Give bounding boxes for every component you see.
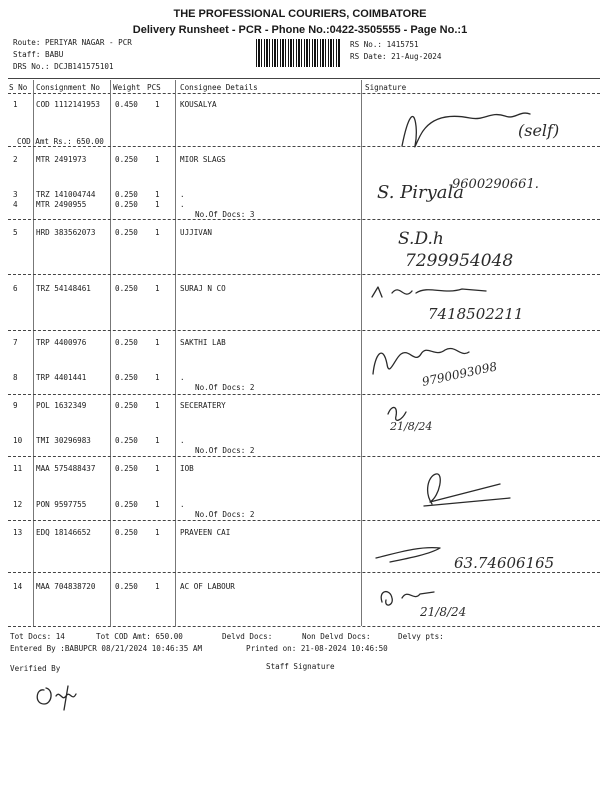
signature-scribble (370, 534, 590, 574)
signature-scribble (365, 334, 565, 394)
row-sno: 7 (13, 338, 18, 347)
signature-phone-text: 7299954048 (405, 251, 514, 271)
row-consignee: SAKTHI LAB (180, 338, 226, 347)
row-consignment: MTR 2490955 (36, 200, 87, 209)
row-consignment: TRP 4400976 (36, 338, 87, 347)
row-consignee: UJJIVAN (180, 228, 213, 237)
col-divider (361, 80, 362, 626)
row-pcs: 1 (155, 436, 160, 445)
row-weight: 0.250 (115, 200, 138, 209)
row-consignment: TRZ 141004744 (36, 190, 96, 199)
signature-self-text: (self) (518, 121, 560, 140)
row-pcs: 1 (155, 500, 160, 509)
doc-count: No.Of Docs: 2 (195, 383, 255, 392)
signature-name-text: S.D.h (398, 229, 444, 249)
row-pcs: 1 (155, 528, 160, 537)
verifier-signature-scribble (30, 676, 90, 712)
row-weight: 0.250 (115, 190, 138, 199)
col-header-consignment: Consignment No (36, 83, 101, 92)
row-sno: 5 (13, 228, 18, 237)
row-consignee: MIOR SLAGS (180, 155, 226, 164)
row-divider (8, 330, 600, 331)
row-divider (8, 394, 600, 395)
rs-date: RS Date: 21-Aug-2024 (350, 52, 442, 61)
row-weight: 0.250 (115, 464, 138, 473)
signature-scribble (382, 398, 462, 444)
row-weight: 0.250 (115, 528, 138, 537)
signature-scribble (390, 224, 590, 274)
row-weight: 0.250 (115, 228, 138, 237)
row-sno: 4 (13, 200, 18, 209)
table-bottom-rule (8, 626, 600, 627)
col-divider (175, 80, 176, 626)
row-consignment: MAA 704838720 (36, 582, 96, 591)
row-pcs: 1 (155, 228, 160, 237)
header-divider (8, 93, 600, 94)
signature-phone-text: 7418502211 (428, 305, 524, 323)
row-consignment: MAA 575488437 (36, 464, 96, 473)
rs-number: RS No.: 1415751 (350, 40, 419, 49)
row-sno: 9 (13, 401, 18, 410)
row-consignment: HRD 383562073 (36, 228, 96, 237)
row-weight: 0.250 (115, 284, 138, 293)
row-pcs: 1 (155, 155, 160, 164)
entered-by: Entered By :BABUPCR 08/21/2024 10:46:35 AM (10, 644, 203, 653)
row-consignee: SURAJ N CO (180, 284, 226, 293)
non-delivered-docs: Non Delvd Docs: (302, 632, 371, 641)
runsheet-title: Delivery Runsheet - PCR - Phone No.:0422-3505555 - Page No.:1 (132, 24, 468, 36)
signature-scribble (372, 154, 592, 216)
verified-by-label: Verified By (10, 664, 61, 673)
row-sno: 12 (13, 500, 23, 509)
signature-phone-text: 9600290661. (452, 177, 539, 192)
row-weight: 0.250 (115, 436, 138, 445)
row-weight: 0.250 (115, 401, 138, 410)
total-docs: Tot Docs: 14 (10, 632, 65, 641)
barcode-image (256, 39, 340, 67)
row-consignee: . (180, 373, 185, 382)
row-consignee: IOB (180, 464, 194, 473)
row-consignee: . (180, 200, 185, 209)
printed-on: Printed on: 21-08-2024 10:46:50 (246, 644, 388, 653)
row-consignee: SECERATERY (180, 401, 226, 410)
row-consignment: TRP 4401441 (36, 373, 87, 382)
row-sno: 1 (13, 100, 18, 109)
row-consignment: TMI 30296983 (36, 436, 91, 445)
col-header-consignee: Consignee Details (180, 83, 258, 92)
row-consignment: POL 1632349 (36, 401, 87, 410)
row-pcs: 1 (155, 401, 160, 410)
row-consignment: PON 9597755 (36, 500, 87, 509)
col-divider (110, 80, 111, 626)
row-consignment: COD 1112141953 (36, 100, 101, 109)
row-sno: 14 (13, 582, 23, 591)
row-sno: 10 (13, 436, 23, 445)
row-pcs: 1 (155, 338, 160, 347)
col-header-weight: Weight (113, 83, 141, 92)
signature-phone-text: 63.74606165 (454, 554, 555, 572)
row-pcs: 1 (155, 284, 160, 293)
row-pcs: 1 (155, 190, 160, 199)
row-sno: 11 (13, 464, 23, 473)
row-weight: 0.250 (115, 373, 138, 382)
row-sno: 2 (13, 155, 18, 164)
company-name: THE PROFESSIONAL COURIERS, COIMBATORE (173, 8, 427, 20)
row-consignee: PRAVEEN CAI (180, 528, 231, 537)
signature-phone-text: 9790093098 (420, 359, 499, 389)
col-header-signature: Signature (365, 83, 407, 92)
table-top-rule (8, 78, 600, 79)
row-weight: 0.450 (115, 100, 138, 109)
row-sno: 13 (13, 528, 23, 537)
doc-count: No.Of Docs: 3 (195, 210, 255, 219)
row-sno: 6 (13, 284, 18, 293)
row-consignment: MTR 2491973 (36, 155, 87, 164)
drs-number: DRS No.: DCJB141575101 (13, 62, 114, 71)
row-consignee: . (180, 436, 185, 445)
row-sno: 3 (13, 190, 18, 199)
row-divider (8, 274, 600, 275)
delivered-docs: Delvd Docs: (222, 632, 273, 641)
row-pcs: 1 (155, 582, 160, 591)
row-consignee: . (180, 500, 185, 509)
row-pcs: 1 (155, 373, 160, 382)
row-divider (8, 219, 600, 220)
row-pcs: 1 (155, 464, 160, 473)
row-weight: 0.250 (115, 155, 138, 164)
col-header-pcs: PCS (147, 83, 161, 92)
row-pcs: 1 (155, 100, 160, 109)
doc-count: No.Of Docs: 2 (195, 446, 255, 455)
signature-scribble (366, 279, 576, 329)
row-divider (8, 456, 600, 457)
row-consignee: KOUSALYA (180, 100, 217, 109)
signature-name-text: S. Piryala (377, 182, 464, 203)
row-sno: 8 (13, 373, 18, 382)
row-pcs: 1 (155, 200, 160, 209)
signature-scribble (374, 580, 504, 624)
staff-label: Staff: BABU (13, 50, 64, 59)
row-consignment: EDQ 18146652 (36, 528, 91, 537)
signature-date-text: 21/8/24 (420, 605, 467, 619)
row-weight: 0.250 (115, 500, 138, 509)
staff-signature-label: Staff Signature (266, 662, 335, 671)
row-consignee: AC OF LABOUR (180, 582, 235, 591)
row-divider (8, 520, 600, 521)
row-weight: 0.250 (115, 338, 138, 347)
row-consignment: TRZ 54148461 (36, 284, 91, 293)
delivery-points: Delvy pts: (398, 632, 444, 641)
row-consignee: . (180, 190, 185, 199)
signature-scribble (410, 462, 530, 518)
route-label: Route: PERIYAR NAGAR - PCR (13, 38, 132, 47)
signature-date-text: 21/8/24 (390, 420, 433, 433)
col-divider (33, 80, 34, 626)
col-header-sno: S No (9, 83, 28, 92)
row-weight: 0.250 (115, 582, 138, 591)
total-cod-amount: Tot COD Amt: 650.00 (96, 632, 183, 641)
doc-count: No.Of Docs: 2 (195, 510, 255, 519)
cod-amount: COD Amt Rs.: 650.00 (17, 137, 104, 146)
